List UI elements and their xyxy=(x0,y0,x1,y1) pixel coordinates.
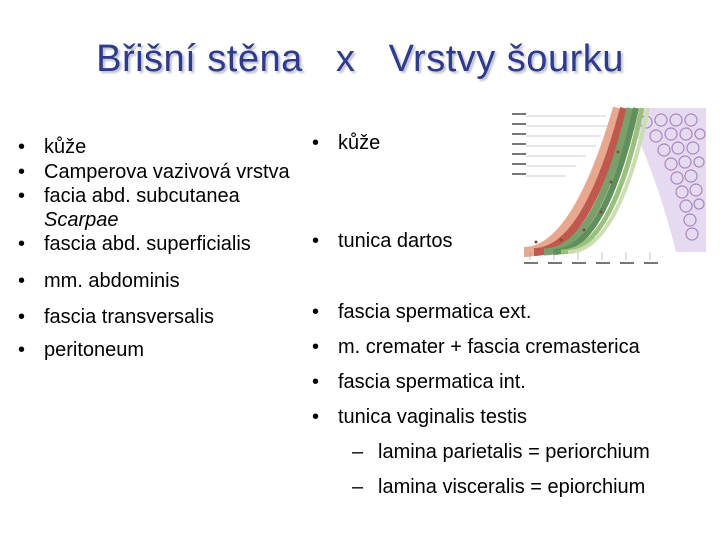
bullet-icon: • xyxy=(18,233,26,255)
list-item xyxy=(18,184,338,232)
list-item-text: fascia spermatica int. xyxy=(338,371,526,393)
list-item-subtext: Scarpae xyxy=(44,209,119,231)
list-item xyxy=(312,405,712,440)
sub-list-item xyxy=(352,475,650,510)
list-item-text: fascia spermatica ext. xyxy=(338,301,532,323)
bullet-icon: • xyxy=(312,301,320,323)
list-item xyxy=(312,370,712,405)
dash-icon: – xyxy=(352,476,364,498)
list-item xyxy=(312,335,712,370)
list-item-text: tunica dartos xyxy=(338,230,453,252)
list-item xyxy=(18,135,338,160)
bullet-icon: • xyxy=(18,160,26,183)
bullet-icon: • xyxy=(312,132,320,154)
list-item xyxy=(18,269,338,294)
list-item xyxy=(312,300,712,335)
list-item xyxy=(18,232,338,257)
list-item-text: facia abd. subcutanea xyxy=(44,185,240,207)
list-item-text: m. cremater + fascia cremasterica xyxy=(338,336,640,358)
scrotum-mid-list xyxy=(312,229,512,253)
list-item xyxy=(18,160,338,185)
bullet-icon: • xyxy=(312,336,320,358)
sub-list-item xyxy=(352,440,650,475)
list-item-text: mm. abdominis xyxy=(44,269,180,292)
page-title: Břišní stěna x Vrstvy šourku xyxy=(96,38,624,80)
abdominal-wall-list xyxy=(18,135,338,362)
list-item xyxy=(312,131,512,155)
bullet-icon: • xyxy=(18,338,26,361)
list-item xyxy=(18,305,338,330)
list-item-text: Camperova vazivová vrstva xyxy=(44,160,290,183)
list-item-text: peritoneum xyxy=(44,338,145,361)
scrotum-layers-list xyxy=(312,300,712,440)
tunica-vaginalis-sublist xyxy=(352,440,650,510)
scrotum-layers-diagram xyxy=(506,102,706,274)
sub-list-item-text: lamina visceralis = epiorchium xyxy=(378,476,646,498)
list-item-text: tunica vaginalis testis xyxy=(338,406,527,428)
scrotum-top-list xyxy=(312,131,512,155)
list-item-text: fascia transversalis xyxy=(44,306,215,328)
bullet-icon: • xyxy=(312,230,320,252)
list-item-text: kůže xyxy=(338,132,381,154)
bullet-icon: • xyxy=(312,371,320,393)
bullet-icon: • xyxy=(18,306,26,328)
list-item-text: fascia abd. superficialis xyxy=(44,233,251,255)
dash-icon: – xyxy=(352,441,364,463)
bullet-icon: • xyxy=(18,185,26,207)
bullet-icon: • xyxy=(18,269,26,292)
bullet-icon: • xyxy=(18,136,26,158)
list-item xyxy=(18,338,338,363)
list-item-text: kůže xyxy=(44,136,87,158)
sub-list-item-text: lamina parietalis = periorchium xyxy=(378,441,650,463)
bullet-icon: • xyxy=(312,406,320,428)
list-item xyxy=(312,229,512,253)
